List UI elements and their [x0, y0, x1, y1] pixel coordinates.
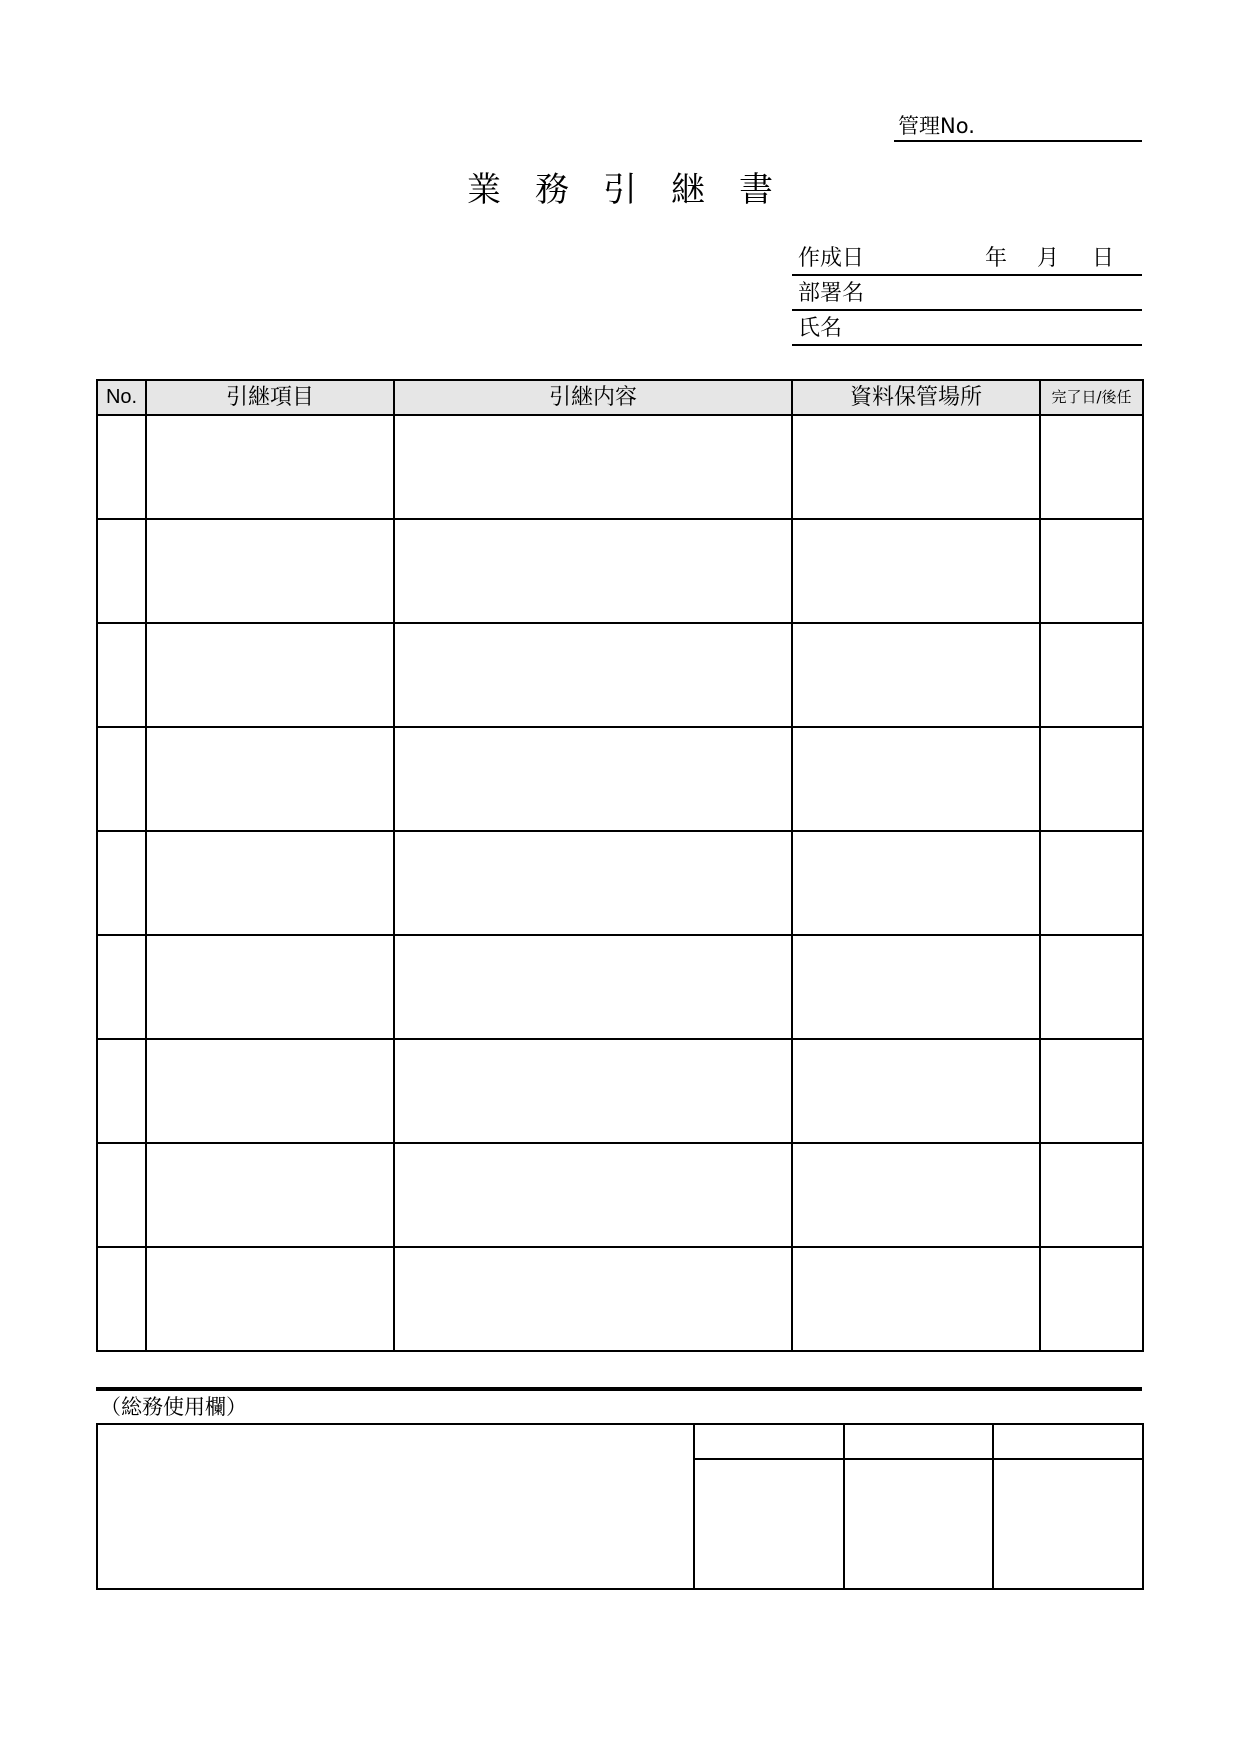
month-label: 月: [1037, 246, 1060, 271]
document-title: 業務引継書: [467, 170, 807, 210]
name-label: 氏名: [798, 316, 843, 341]
handover-content-cell[interactable]: [394, 935, 792, 1039]
management-number-field[interactable]: [894, 112, 1142, 142]
year-label: 年: [985, 246, 1008, 271]
completion-successor-cell[interactable]: [1040, 1039, 1143, 1143]
approval-header-row: [97, 1424, 1143, 1459]
row-number-cell[interactable]: [97, 1039, 146, 1143]
row-number-cell[interactable]: [97, 415, 146, 519]
completion-successor-cell[interactable]: [1040, 1247, 1143, 1351]
row-number-cell[interactable]: [97, 519, 146, 623]
column-header-completion-successor: 完了日/後任: [1040, 380, 1143, 415]
handover-content-cell[interactable]: [394, 1039, 792, 1143]
table-row: [97, 935, 1143, 1039]
handover-item-cell[interactable]: [146, 415, 394, 519]
column-header-content: 引継内容: [394, 380, 792, 415]
approval-stamp-cell[interactable]: [993, 1459, 1143, 1589]
department-field[interactable]: [792, 277, 1142, 311]
created-date-field[interactable]: [792, 242, 1142, 276]
completion-successor-cell[interactable]: [1040, 935, 1143, 1039]
row-number-cell[interactable]: [97, 1247, 146, 1351]
column-header-storage-location: 資料保管場所: [792, 380, 1040, 415]
table-row: [97, 1247, 1143, 1351]
table-row: [97, 519, 1143, 623]
storage-location-cell[interactable]: [792, 831, 1040, 935]
row-number-cell[interactable]: [97, 623, 146, 727]
general-affairs-notes-cell[interactable]: [97, 1424, 694, 1589]
row-number-cell[interactable]: [97, 1143, 146, 1247]
column-header-item: 引継項目: [146, 380, 394, 415]
handover-item-cell[interactable]: [146, 935, 394, 1039]
handover-item-cell[interactable]: [146, 831, 394, 935]
table-row: [97, 1039, 1143, 1143]
completion-successor-cell[interactable]: [1040, 831, 1143, 935]
handover-item-cell[interactable]: [146, 1039, 394, 1143]
storage-location-cell[interactable]: [792, 623, 1040, 727]
row-number-cell[interactable]: [97, 935, 146, 1039]
general-affairs-label: （総務使用欄）: [100, 1395, 247, 1419]
approval-title-cell[interactable]: [993, 1424, 1143, 1459]
column-header-no: No.: [97, 380, 146, 415]
storage-location-cell[interactable]: [792, 727, 1040, 831]
completion-successor-cell[interactable]: [1040, 415, 1143, 519]
storage-location-cell[interactable]: [792, 1143, 1040, 1247]
handover-item-cell[interactable]: [146, 727, 394, 831]
table-row: [97, 415, 1143, 519]
approval-stamp-cell[interactable]: [694, 1459, 844, 1589]
handover-item-cell[interactable]: [146, 623, 394, 727]
storage-location-cell[interactable]: [792, 1247, 1040, 1351]
created-date-label: 作成日: [798, 246, 865, 271]
storage-location-cell[interactable]: [792, 935, 1040, 1039]
handover-content-cell[interactable]: [394, 519, 792, 623]
row-number-cell[interactable]: [97, 727, 146, 831]
approval-title-cell[interactable]: [844, 1424, 993, 1459]
table-row: [97, 623, 1143, 727]
storage-location-cell[interactable]: [792, 519, 1040, 623]
handover-table-header: [97, 380, 1143, 415]
management-number-label: 管理No.: [898, 114, 975, 138]
completion-successor-cell[interactable]: [1040, 623, 1143, 727]
handover-item-cell[interactable]: [146, 519, 394, 623]
table-row: [97, 727, 1143, 831]
department-label: 部署名: [798, 281, 865, 306]
handover-table-body: [97, 415, 1143, 1351]
row-number-cell[interactable]: [97, 831, 146, 935]
storage-location-cell[interactable]: [792, 415, 1040, 519]
day-label: 日: [1092, 246, 1115, 271]
handover-content-cell[interactable]: [394, 623, 792, 727]
completion-successor-cell[interactable]: [1040, 727, 1143, 831]
general-affairs-divider: [96, 1387, 1142, 1391]
handover-content-cell[interactable]: [394, 1143, 792, 1247]
handover-content-cell[interactable]: [394, 727, 792, 831]
name-field[interactable]: [792, 312, 1142, 346]
handover-table: [96, 379, 1144, 1352]
completion-successor-cell[interactable]: [1040, 1143, 1143, 1247]
table-row: [97, 1143, 1143, 1247]
handover-content-cell[interactable]: [394, 415, 792, 519]
completion-successor-cell[interactable]: [1040, 519, 1143, 623]
handover-content-cell[interactable]: [394, 1247, 792, 1351]
handover-content-cell[interactable]: [394, 831, 792, 935]
handover-item-cell[interactable]: [146, 1143, 394, 1247]
approval-stamp-cell[interactable]: [844, 1459, 993, 1589]
storage-location-cell[interactable]: [792, 1039, 1040, 1143]
approval-title-cell[interactable]: [694, 1424, 844, 1459]
table-row: [97, 831, 1143, 935]
general-affairs-table: [96, 1423, 1144, 1590]
handover-item-cell[interactable]: [146, 1247, 394, 1351]
